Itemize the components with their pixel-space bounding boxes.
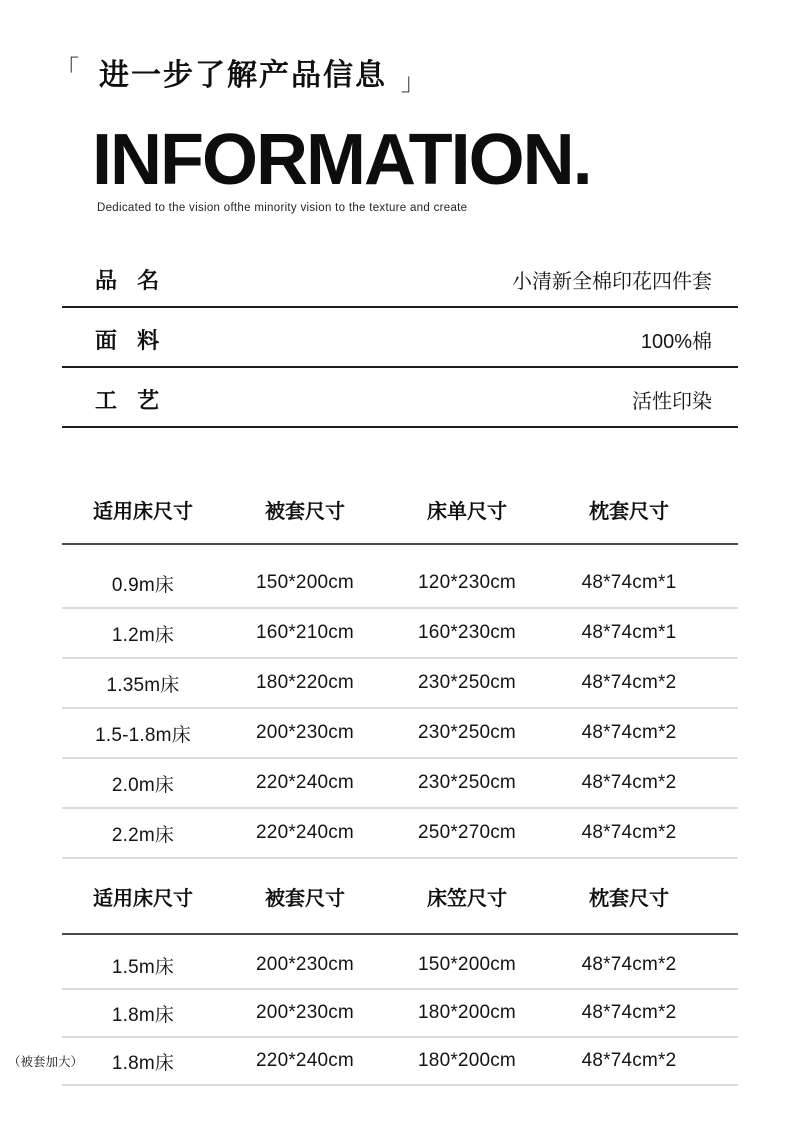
- section-quote-text: 进一步了解产品信息: [99, 59, 387, 92]
- attribute-row-fabric: [62, 308, 738, 368]
- cell-fitted: 150*200cm: [418, 954, 516, 975]
- cell-duvet: 200*230cm: [256, 1002, 354, 1023]
- table-row: [62, 990, 738, 1038]
- row-note-oversize-duvet: （被套加大）: [8, 1055, 84, 1069]
- cell-duvet: 160*210cm: [256, 622, 354, 643]
- cell-pillow: 48*74cm*2: [581, 722, 677, 743]
- cell-duvet: 220*240cm: [256, 822, 354, 843]
- cell-bed: 1.35m床: [106, 674, 180, 696]
- table-row: [62, 759, 738, 809]
- table-row-oversize-duvet: [8, 1038, 738, 1086]
- cell-fitted: 180*200cm: [418, 1002, 516, 1023]
- corner-bracket-left: 「: [55, 56, 79, 83]
- table-row: [62, 935, 738, 990]
- size-table-header: [62, 859, 738, 935]
- cell-pillow: 48*74cm*2: [581, 772, 677, 793]
- size-table-header: [62, 475, 738, 545]
- column-header-fitted-size: 床笠尺寸: [427, 887, 507, 910]
- attribute-label: 工 艺: [95, 387, 160, 413]
- cell-duvet: 220*240cm: [256, 772, 354, 793]
- cell-duvet: 180*220cm: [256, 672, 354, 693]
- attribute-value: 小清新全棉印花四件套: [512, 270, 712, 293]
- cell-duvet: 220*240cm: [256, 1050, 354, 1071]
- cell-fitted: 180*200cm: [418, 1050, 516, 1071]
- cell-sheet: 230*250cm: [418, 672, 516, 693]
- section-header: [55, 56, 425, 95]
- column-header-pillow-size: 枕套尺寸: [589, 500, 669, 523]
- cell-bed: 1.8m床: [111, 1004, 175, 1026]
- cell-duvet: 200*230cm: [256, 722, 354, 743]
- attribute-row-name: [62, 248, 738, 308]
- cell-sheet: 250*270cm: [418, 822, 516, 843]
- cell-bed: 0.9m床: [111, 574, 175, 596]
- column-header-pillow-size: 枕套尺寸: [589, 887, 669, 910]
- cell-sheet: 120*230cm: [418, 572, 516, 593]
- attribute-row-craft: [62, 368, 738, 428]
- column-header-duvet-size: 被套尺寸: [265, 500, 345, 523]
- cell-bed: 2.0m床: [111, 774, 175, 796]
- size-table-flat-sheet: [62, 475, 738, 859]
- cell-pillow: 48*74cm*2: [581, 954, 677, 975]
- attribute-label: 面 料: [95, 327, 160, 353]
- corner-bracket-right: 」: [401, 69, 425, 96]
- cell-bed: 1.5m床: [111, 956, 175, 978]
- table-row: [62, 659, 738, 709]
- attribute-value: 活性印染: [632, 390, 712, 413]
- column-header-bed-size: 适用床尺寸: [93, 500, 193, 523]
- cell-duvet: 150*200cm: [256, 572, 354, 593]
- size-table-fitted-sheet: [8, 859, 738, 1086]
- table-row: [62, 609, 738, 659]
- page-title: INFORMATION.: [92, 120, 591, 200]
- cell-sheet: 230*250cm: [418, 772, 516, 793]
- cell-pillow: 48*74cm*2: [581, 1002, 677, 1023]
- cell-pillow: 48*74cm*2: [581, 1050, 677, 1071]
- table-row: [62, 545, 738, 609]
- table-row: [62, 809, 738, 859]
- column-header-bed-size: 适用床尺寸: [93, 887, 193, 910]
- cell-pillow: 48*74cm*2: [581, 822, 677, 843]
- cell-pillow: 48*74cm*1: [581, 622, 677, 643]
- cell-bed: 1.5-1.8m床: [95, 724, 191, 746]
- cell-pillow: 48*74cm*2: [581, 672, 677, 693]
- cell-bed: 1.2m床: [111, 624, 175, 646]
- column-header-duvet-size: 被套尺寸: [265, 887, 345, 910]
- cell-bed: 2.2m床: [111, 824, 175, 846]
- page-subtitle: Dedicated to the vision ofthe minority vision to the texture and create: [97, 202, 468, 214]
- product-attributes-table: [62, 248, 738, 428]
- cell-sheet: 230*250cm: [418, 722, 516, 743]
- cell-bed: 1.8m床: [111, 1052, 175, 1074]
- attribute-value: 100%棉: [640, 330, 712, 353]
- cell-pillow: 48*74cm*1: [581, 572, 677, 593]
- cell-sheet: 160*230cm: [418, 622, 516, 643]
- table-row: [62, 709, 738, 759]
- column-header-sheet-size: 床单尺寸: [427, 500, 507, 523]
- attribute-label: 品 名: [95, 267, 160, 293]
- cell-duvet: 200*230cm: [256, 954, 354, 975]
